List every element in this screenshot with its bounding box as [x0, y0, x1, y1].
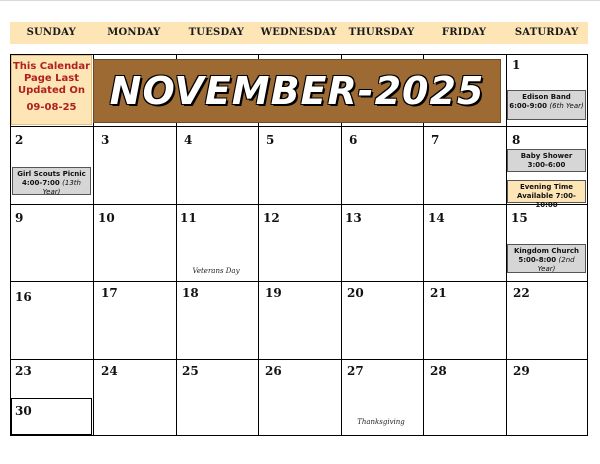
month-title	[94, 60, 500, 122]
month-banner	[93, 59, 501, 123]
event-time: Available 7:00-10:00	[517, 192, 576, 209]
day-number: 9	[15, 211, 24, 225]
day-number: 15	[511, 211, 528, 225]
event-note: (13th Year)	[42, 179, 81, 196]
day-number: 24	[101, 364, 118, 378]
event-title: Evening Time	[519, 183, 574, 191]
day-number: 28	[430, 364, 447, 378]
event-title: Baby Shower	[520, 152, 573, 160]
day-number: 23	[15, 364, 32, 378]
top-divider	[0, 0, 600, 1]
day-number: 4	[184, 133, 193, 147]
event-title: Kingdom Church	[513, 247, 580, 255]
day-number: 26	[265, 364, 282, 378]
weekday-friday: FRIDAY	[441, 27, 487, 38]
grid-line	[11, 126, 587, 127]
event-time: 4:00-7:00	[22, 179, 60, 187]
title-separator: -	[357, 69, 375, 113]
day-number: 21	[430, 286, 447, 300]
day-number: 11	[180, 211, 197, 225]
day-number: 13	[345, 211, 362, 225]
day-number: 25	[182, 364, 199, 378]
grid-line	[11, 204, 587, 205]
event-note: (2nd Year)	[537, 256, 575, 273]
weekday-monday: MONDAY	[107, 27, 161, 38]
event-baby-shower[interactable]	[507, 149, 586, 172]
day-number: 30	[15, 404, 32, 418]
event-title: Edison Band	[522, 93, 571, 101]
last-updated-label: This Calendar Page Last Updated On	[12, 61, 91, 96]
weekday-thursday: THURSDAY	[348, 27, 415, 38]
event-girl-scouts-picnic[interactable]	[12, 167, 91, 195]
weekday-sunday: SUNDAY	[26, 27, 76, 38]
event-time: 6:00-9:00	[509, 102, 547, 110]
day-number: 8	[512, 133, 521, 147]
grid-line	[11, 359, 587, 360]
day-number: 1	[512, 58, 521, 72]
event-note: (6th Year)	[549, 102, 584, 110]
weekday-wednesday: WEDNESDAY	[260, 27, 338, 38]
weekday-header	[10, 22, 588, 44]
day-number: 10	[98, 211, 115, 225]
day-number: 17	[101, 286, 118, 300]
event-time-line	[509, 256, 584, 274]
event-time: 5:00-8:00	[518, 256, 557, 264]
year: 2025	[374, 69, 485, 113]
event-title: Girl Scouts Picnic	[17, 170, 86, 178]
day-number: 5	[266, 133, 275, 147]
holiday-thanksgiving: Thanksgiving	[357, 418, 405, 426]
month-name: NOVEMBER	[109, 69, 358, 113]
day-number: 20	[347, 286, 364, 300]
day-number: 2	[15, 133, 24, 147]
event-time-line	[509, 102, 584, 111]
day-number: 19	[265, 286, 282, 300]
day-number: 3	[101, 133, 110, 147]
day-number: 27	[347, 364, 364, 378]
weekday-saturday: SATURDAY	[514, 27, 579, 38]
day-number: 12	[263, 211, 280, 225]
day-number: 7	[431, 133, 440, 147]
event-evening-time[interactable]	[507, 180, 586, 209]
last-updated-date: 09-08-25	[26, 102, 77, 113]
last-updated-note	[11, 55, 92, 125]
event-kingdom-church[interactable]	[507, 244, 586, 273]
holiday-veterans-day: Veterans Day	[192, 267, 240, 275]
day-number: 16	[15, 290, 32, 304]
weekday-tuesday: TUESDAY	[188, 27, 245, 38]
event-time: 3:00-6:00	[527, 161, 566, 169]
day-number: 29	[513, 364, 530, 378]
day-number: 14	[428, 211, 445, 225]
day-number: 22	[513, 286, 530, 300]
event-time-line	[14, 179, 89, 197]
event-edison-band[interactable]	[507, 90, 586, 120]
grid-line	[11, 281, 587, 282]
day-number: 18	[182, 286, 199, 300]
day-number: 6	[349, 133, 358, 147]
